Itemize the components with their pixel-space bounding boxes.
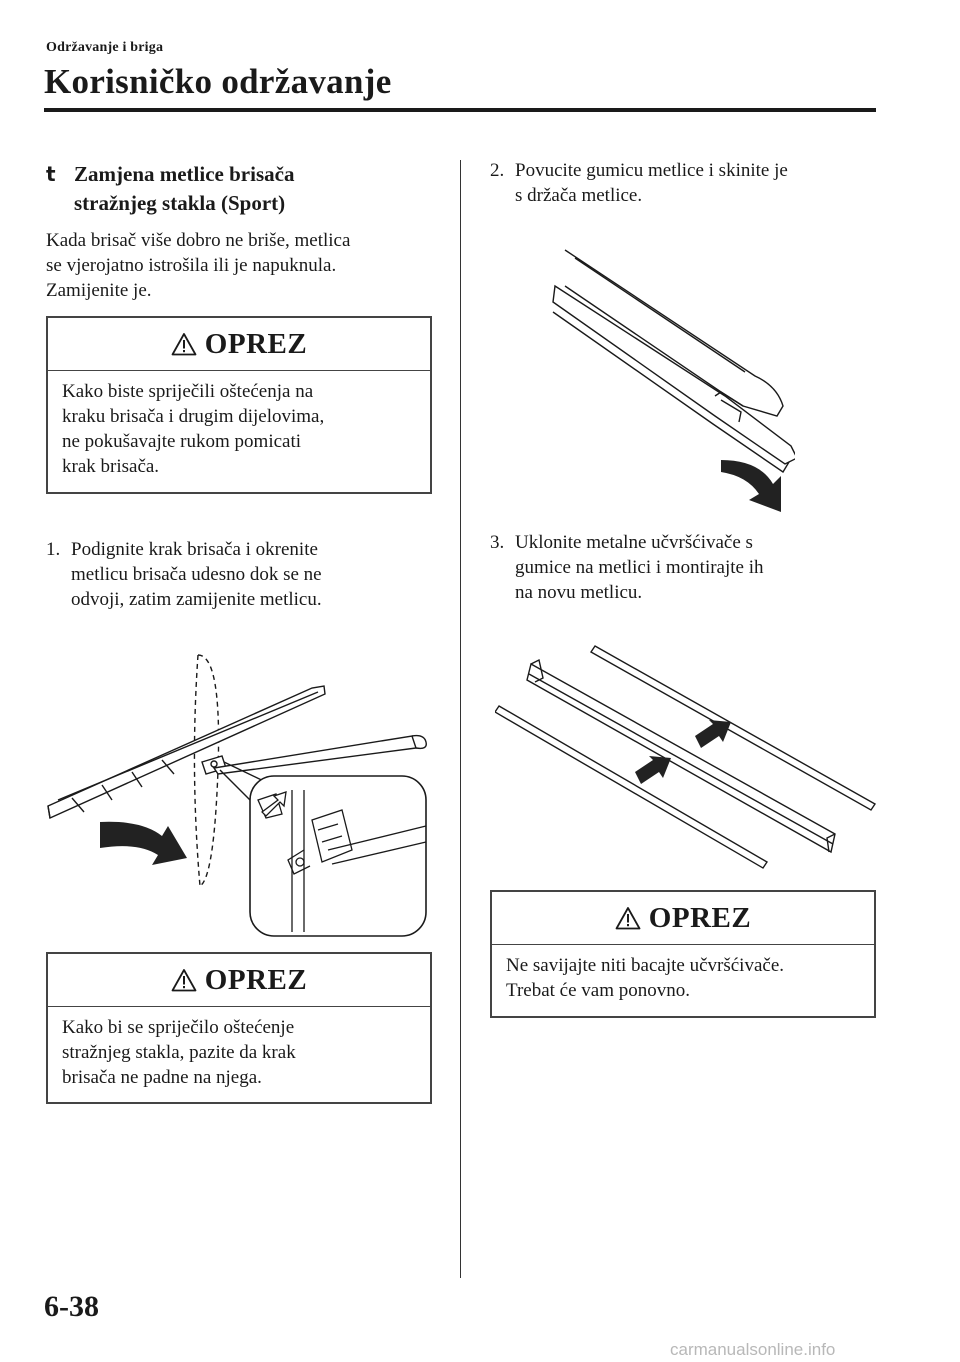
step-line: Povucite gumicu metlice i skinite je: [515, 160, 788, 181]
page-number: 6-38: [44, 1290, 99, 1323]
caution-title: OPREZ: [648, 901, 752, 934]
heading-line-2: stražnjeg stakla (Sport): [74, 191, 286, 215]
page-title: Korisničko održavanje: [44, 62, 392, 101]
caution-text: [492, 945, 874, 1013]
step-number: 1.: [46, 539, 61, 560]
wiper-blade-removal-illustration: [42, 650, 442, 940]
caution-header: [48, 954, 430, 1007]
caution-line: krak brisača.: [62, 456, 160, 477]
metal-stays-illustration: [495, 638, 880, 873]
caution-title: OPREZ: [204, 327, 308, 360]
caution-line: Trebat će vam ponovno.: [506, 980, 690, 1001]
intro-line-3: Zamijenite je.: [46, 280, 152, 301]
caution-box-2: [46, 952, 432, 1104]
step-line: metlicu brisača udesno dok se ne: [71, 564, 322, 585]
intro-paragraph: [46, 228, 416, 303]
caution-line: kraku brisača i drugim dijelovima,: [62, 406, 325, 427]
heading-bullet: t: [46, 162, 56, 186]
title-divider: [44, 108, 876, 112]
step-line: Podignite krak brisača i okrenite: [71, 539, 318, 560]
step-3: [490, 530, 870, 605]
heading-line-1: Zamjena metlice brisača: [74, 162, 295, 186]
intro-line-1: Kada brisač više dobro ne briše, metlica: [46, 230, 351, 251]
intro-line-2: se vjerojatno istrošila ili je napuknula.: [46, 255, 337, 276]
caution-box-1: [46, 316, 432, 494]
step-line: na novu metlicu.: [515, 582, 643, 603]
caution-line: Kako bi se spriječilo oštećenje: [62, 1017, 295, 1038]
step-line: s držača metlice.: [515, 185, 643, 206]
step-number: 3.: [490, 532, 505, 553]
caution-title: OPREZ: [204, 963, 308, 996]
caution-line: Kako biste spriječili oštećenja na: [62, 381, 314, 402]
caution-line: stražnjeg stakla, pazite da krak: [62, 1042, 296, 1063]
step-line: gumice na metlici i montirajte ih: [515, 557, 764, 578]
step-line: Uklonite metalne učvršćivače s: [515, 532, 753, 553]
caution-header: [492, 892, 874, 945]
caution-line: ne pokušavajte rukom pomicati: [62, 431, 302, 452]
warning-triangle-icon: [171, 332, 197, 356]
caution-line: Ne savijajte niti bacajte učvršćivače.: [506, 955, 785, 976]
warning-triangle-icon: [171, 968, 197, 992]
rubber-removal-illustration: [545, 246, 795, 516]
step-line: odvoji, zatim zamijenite metlicu.: [71, 589, 322, 610]
step-2: [490, 158, 870, 208]
caution-text: [48, 1007, 430, 1100]
column-divider: [460, 160, 461, 1278]
warning-triangle-icon: [615, 906, 641, 930]
step-number: 2.: [490, 160, 505, 181]
caution-line: brisača ne padne na njega.: [62, 1067, 262, 1088]
section-label: Održavanje i briga: [46, 40, 164, 55]
caution-box-3: [490, 890, 876, 1018]
section-heading: [46, 160, 446, 218]
step-1: [46, 537, 426, 612]
watermark: carmanualsonline.info: [670, 1340, 836, 1359]
caution-header: [48, 318, 430, 371]
caution-text: [48, 371, 430, 489]
